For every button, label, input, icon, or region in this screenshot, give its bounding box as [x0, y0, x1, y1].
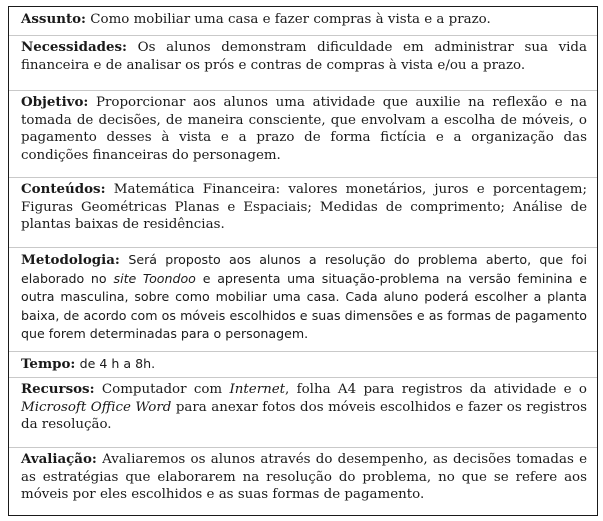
- metodologia-text-2: e apresenta uma situação-problema na versão feminina e outra masculina, sobre como mobiliar uma casa. Cada aluno poderá escolher a planta baixa, de acordo com os móveis escolhidos e suas dimensões e as formas de pagamento que forem determinadas para o personagem.: [21, 270, 588, 341]
- recursos-word: Microsoft Office Word: [21, 399, 172, 415]
- lesson-plan-box: [8, 6, 598, 516]
- avaliacao-row: [9, 447, 597, 504]
- assunto-text: Como mobiliar uma casa e fazer compras à vista e a prazo.: [90, 12, 491, 27]
- necessidades-text: Os alunos demonstram dificuldade em administrar sua vida financeira e de analisar os prós e contras de compras à vista e/ou a prazo.: [21, 40, 587, 73]
- tempo-row: [9, 351, 597, 374]
- recursos-label: Recursos:: [21, 381, 95, 397]
- avaliacao-label: Avaliação:: [21, 451, 97, 467]
- metodologia-label: Metodologia:: [21, 252, 120, 268]
- tempo-text: de 4 h a 8h.: [79, 356, 156, 371]
- objetivo-label: Objetivo:: [21, 94, 89, 110]
- assunto-label: Assunto:: [21, 11, 86, 27]
- tempo-label: Tempo:: [21, 356, 76, 372]
- metodologia-text-1: Será proposto aos alunos a resolução do problema aberto, que foi elaborado no: [21, 252, 587, 286]
- recursos-row: [9, 377, 597, 434]
- assunto-row: [9, 11, 597, 29]
- metodologia-site: site Toondoo: [113, 270, 196, 286]
- conteudos-text: Matemática Financeira: valores monetários, juros e porcentagem; Figuras Geométricas Planas e Espaciais; Medidas de comprimento; Análise de plantas baixas de residências.: [21, 182, 587, 232]
- objetivo-row: [9, 90, 597, 164]
- recursos-internet: Internet: [229, 382, 286, 397]
- necessidades-label: Necessidades:: [21, 39, 128, 55]
- objetivo-text: Proporcionar aos alunos uma atividade que auxilie na reflexão e na tomada de decisões, de maneira consciente, que envolvam a escolha de móveis, o pagamento desses à vista e a prazo de forma fictícia e a organização das condições financeiras do personagem.: [21, 95, 587, 163]
- necessidades-row: [9, 35, 597, 74]
- metodologia-row: [9, 247, 597, 344]
- conteudos-row: [9, 177, 597, 234]
- conteudos-label: Conteúdos:: [21, 181, 106, 197]
- recursos-text-3: para anexar fotos dos móveis escolhidos e fazer os registros da resolução.: [21, 399, 587, 432]
- recursos-text-2: , folha A4 para registros da atividade e o: [285, 382, 587, 397]
- avaliacao-text: Avaliaremos os alunos através do desempenho, as decisões tomadas e as estratégias que elaborarem na resolução do problema, no que se refere aos móveis por eles escolhidos e as suas formas de pagamento.: [21, 452, 587, 502]
- recursos-text-1: Computador com: [101, 382, 223, 397]
